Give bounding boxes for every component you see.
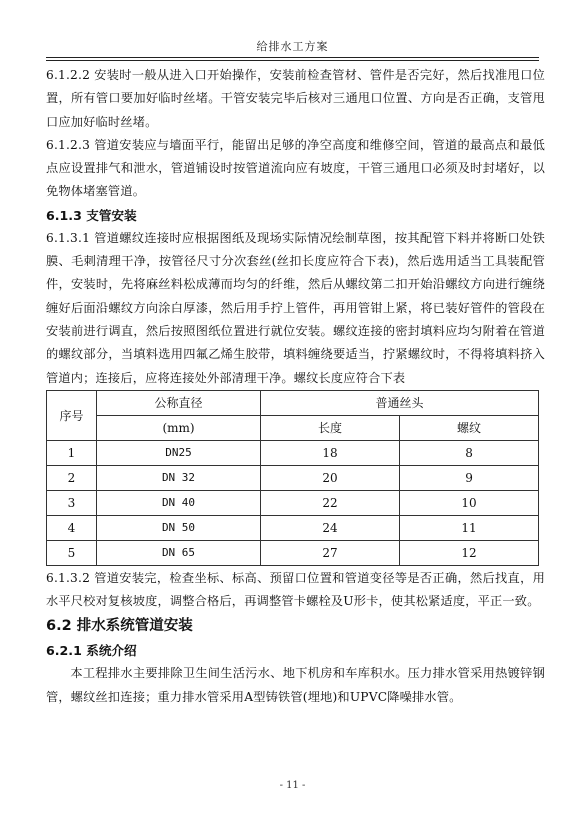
paragraph-6-1-2-2: 6.1.2.2 安装时一般从进入口开始操作，安装前检查管材、管件是否完好，然后找准甩口位置，所有管口要加好临时丝堵。干管安装完毕后核对三通甩口位置、方向是否正确，支管甩口应加好临时丝堵。	[46, 68, 545, 129]
row-turns: 8	[400, 440, 539, 465]
paragraph-6-1-3-2: 6.1.3.2 管道安装完，检查坐标、标高、预留口位置和管道变径等是否正确，然后找直，用水平尺校对复核坡度，调整合格后，再调整管卡螺栓及U形卡，使其松紧适度，平正一致。	[46, 570, 545, 609]
row-length: 22	[261, 490, 400, 515]
table-row	[47, 440, 539, 465]
row-dn: DN 32	[97, 465, 261, 490]
paragraph-6-1-3-1: 6.1.3.1 管道螺纹连接时应根据图纸及现场实际情况绘制草图，按其配管下料并将断口处铁膜、毛刺清理干净，按管径尺寸分次套丝(丝扣长度应符合下表)，然后选用适当工具装配管件，安装时，先将麻丝料松成薄而均匀的纤维，然后从螺纹第二扣开始沿螺纹方向进行缠绕缠好后面沿螺纹方向涂白厚漆，然后用手拧上管件，再用管钳上紧，将已装好管件的管段在安装前进行调直，然后按照图纸位置进行就位安装。螺纹连接的密封填料应均匀附着在管道的螺纹部分，当填料选用四氟乙烯生胶带，填料缠绕要适当，拧紧螺纹时，不得将填料挤入管道内；连接后，应将连接处外部清理干净。螺纹长度应符合下表	[46, 230, 545, 385]
header-unit: (mm)	[97, 415, 261, 440]
row-dn: DN 65	[97, 540, 261, 565]
header-thread: 普通丝头	[261, 390, 539, 415]
row-turns: 9	[400, 465, 539, 490]
table-row	[47, 515, 539, 540]
heading-6-2: 6.2 排水系统管道安装	[46, 618, 193, 635]
table-row	[47, 540, 539, 565]
row-dn: DN 50	[97, 515, 261, 540]
row-turns: 11	[400, 515, 539, 540]
row-turns: 10	[400, 490, 539, 515]
row-dn: DN 40	[97, 490, 261, 515]
header-rule-double	[46, 60, 539, 61]
header-index: 序号	[47, 390, 97, 440]
header-rule	[46, 57, 539, 58]
table-row	[47, 490, 539, 515]
row-index: 2	[47, 465, 97, 490]
row-length: 27	[261, 540, 400, 565]
paragraph-6-1-2-3: 6.1.2.3 管道安装应与墙面平行，能留出足够的净空高度和维修空间，管道的最高点和最低点应设置排气和泄水，管道铺设时按管道流向应有坡度，干管三通甩口必须及时封堵好，以免物体堵塞管道。	[46, 137, 545, 199]
row-length: 24	[261, 515, 400, 540]
table-subheader-row	[47, 415, 539, 440]
row-index: 5	[47, 540, 97, 565]
heading-6-2-1: 6.2.1 系统介绍	[46, 643, 137, 659]
row-index: 1	[47, 440, 97, 465]
header-nominal-diameter: 公称直径	[97, 390, 261, 415]
heading-6-1-3: 6.1.3 支管安装	[46, 207, 137, 223]
row-index: 4	[47, 515, 97, 540]
document-body	[46, 64, 545, 709]
header-turns: 螺纹	[400, 415, 539, 440]
table-row	[47, 465, 539, 490]
row-turns: 12	[400, 540, 539, 565]
header-title: 给排水工方案	[256, 40, 329, 53]
thread-length-table	[46, 390, 539, 566]
paragraph-6-2-1: 本工程排水主要排除卫生间生活污水、地下机房和车库积水。压力排水管采用热镀锌钢管，螺纹丝扣连接；重力排水管采用A型铸铁管(埋地)和UPVC降噪排水管。	[46, 666, 545, 704]
row-length: 18	[261, 440, 400, 465]
row-index: 3	[47, 490, 97, 515]
header-length: 长度	[261, 415, 400, 440]
row-dn: DN25	[97, 440, 261, 465]
table-header-row	[47, 390, 539, 415]
row-length: 20	[261, 465, 400, 490]
page-number: - 11 -	[279, 780, 306, 791]
